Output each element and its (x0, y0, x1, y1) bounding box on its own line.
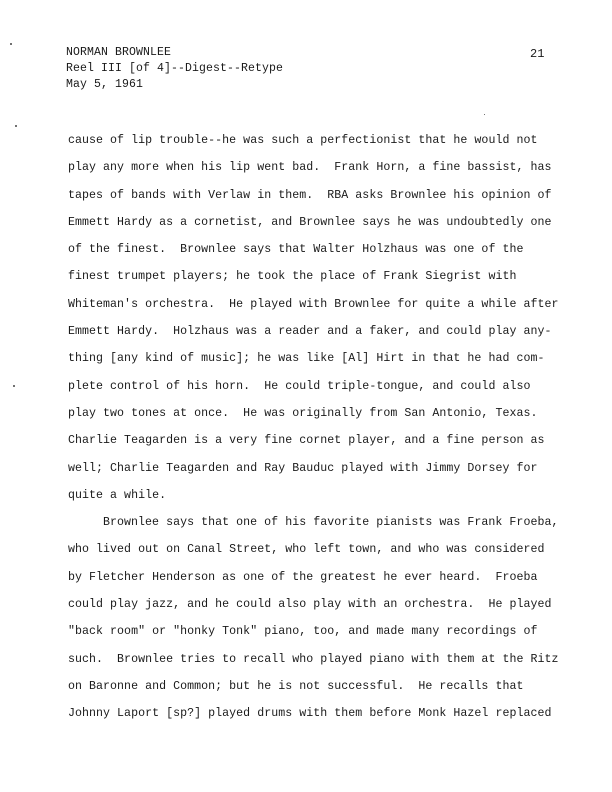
text-line: such. Brownlee tries to recall who played piano with them at the Ritz (68, 652, 559, 666)
text-line: on Baronne and Common; but he is not successful. He recalls that (68, 679, 524, 693)
header-date: May 5, 1961 (66, 78, 144, 91)
scan-speck (10, 43, 12, 45)
text-line: play any more when his lip went bad. Frank Horn, a fine bassist, has (68, 161, 552, 175)
scan-speck (13, 385, 15, 387)
text-line: by Fletcher Henderson as one of the greatest he ever heard. Froeba (68, 570, 538, 584)
text-line: tapes of bands with Verlaw in them. RBA asks Brownlee his opinion of (68, 188, 552, 202)
text-line: cause of lip trouble--he was such a perfectionist that he would not (68, 134, 538, 147)
text-line: plete control of his horn. He could triple-tongue, and could also (68, 379, 531, 393)
text-line: well; Charlie Teagarden and Ray Bauduc played with Jimmy Dorsey for (68, 461, 538, 475)
text-line: Charlie Teagarden is a very fine cornet player, and a fine person as (68, 434, 545, 448)
header-name: NORMAN BROWNLEE (66, 46, 172, 59)
text-line: of the finest. Brownlee says that Walter Holzhaus was one of the (68, 243, 524, 257)
text-line: play two tones at once. He was originally from San Antonio, Texas. (68, 406, 538, 420)
text-line: finest trumpet players; he took the place of Frank Siegrist with (68, 270, 517, 284)
text-line: Whiteman's orchestra. He played with Brownlee for quite a while after (68, 297, 559, 311)
scan-speck (15, 125, 17, 127)
text-line: could play jazz, and he could also play with an orchestra. He played (68, 598, 552, 612)
document-header (66, 45, 283, 93)
text-line: thing [any kind of music]; he was like [Al] Hirt in that he had com- (68, 352, 545, 366)
text-line: quite a while. (68, 488, 167, 502)
text-line: Emmett Hardy. Holzhaus was a reader and a faker, and could play any- (68, 325, 552, 339)
text-line: Emmett Hardy as a cornetist, and Brownlee says he was undoubtedly one (68, 215, 552, 229)
body-text (68, 127, 588, 728)
header-reel: Reel III [of 4]--Digest--Retype (66, 62, 284, 75)
page-number: 21 (530, 47, 545, 61)
paragraph-start-line: Brownlee says that one of his favorite pianists was Frank Froeba, (103, 516, 559, 530)
text-line: "back room" or "honky Tonk" piano, too, and made many recordings of (68, 625, 538, 639)
text-line: who lived out on Canal Street, who left town, and who was considered (68, 543, 545, 557)
scan-speck (484, 114, 485, 115)
text-line: Johnny Laport [sp?] played drums with them before Monk Hazel replaced (68, 707, 552, 721)
